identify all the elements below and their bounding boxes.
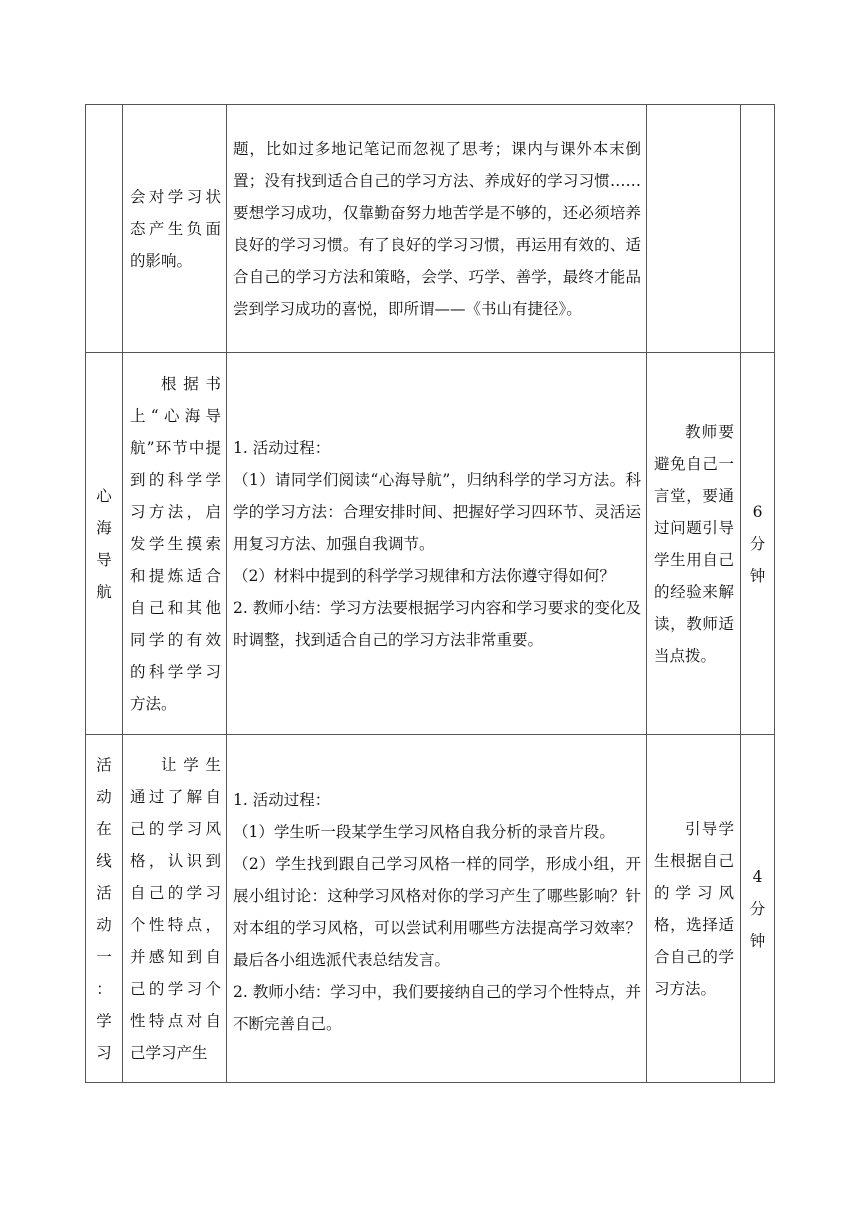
process-paragraph: 2. 教师小结：学习中，我们要接纳自己的学习个性特点，并不断完善自己。 — [233, 982, 641, 1033]
activity-name-char: 动 — [96, 787, 112, 806]
activity-name-char: 习 — [96, 1043, 112, 1062]
goal-text: 会对学习状态产生负面的影响。 — [130, 187, 221, 270]
time-char: 钟 — [749, 931, 766, 950]
note-text: 教师要避免自己一言堂，要通过问题引导学生用自己的经验来解读，教师适当点拨。 — [654, 422, 734, 665]
activity-name-char: 线 — [96, 851, 112, 870]
process-paragraph: （1）请同学们阅读“心海导航”，归纳科学的学习方法。科学的学习方法：合理安排时间、把握好学习四环节、灵活运用复习方法、加强自我调节。 — [233, 470, 641, 553]
goal-cell — [123, 105, 227, 353]
activity-name-char: 活 — [96, 883, 112, 902]
process-cell — [227, 735, 647, 1083]
time-char: 分 — [749, 899, 766, 918]
activity-name-cell — [86, 105, 123, 353]
process-paragraph: （1）学生听一段某学生学习风格自我分析的录音片段。 — [233, 822, 615, 841]
table-row — [86, 105, 775, 353]
goal-text: 根据书上“心海导航”环节中提到的科学学习方法，启发学生摸索和提炼适合自己和其他同学的有效的科学学习方法。 — [130, 374, 221, 713]
activity-name-char: 海 — [96, 518, 112, 537]
time-char: 钟 — [749, 566, 766, 585]
process-cell — [227, 353, 647, 735]
process-paragraph: 题，比如过多地记笔记而忽视了思考；课内与课外本末倒置；没有找到适合自己的学习方法、养成好的学习习惯……要想学习成功，仅靠勤奋努力地苦学是不够的，还必须培养良好的学习习惯。有了良好的学习习惯，再运用有效的、适合自己的学习方法和策略，会学、巧学、善学，最终才能品尝到学习成功的喜悦，即所谓——《书山有捷径》。 — [233, 139, 641, 318]
note-cell — [647, 735, 741, 1083]
time-cell — [741, 353, 775, 735]
lesson-plan-table — [85, 104, 775, 1083]
activity-name-char: 一 — [96, 947, 112, 966]
note-text: 引导学生根据自己的学习风格，选择适合自己的学习方法。 — [654, 819, 734, 998]
activity-name-char: 航 — [96, 582, 112, 601]
process-cell — [227, 105, 647, 353]
activity-name-char: 心 — [96, 486, 112, 505]
goal-text: 让学生通过了解自己的学习风格，认识到自己的学习个性特点，并感知到自己的学习个性特点对自己学习产生 — [130, 755, 221, 1062]
time-cell — [741, 105, 775, 353]
process-paragraph: （2）材料中提到的科学学习规律和方法你遵守得如何？ — [233, 566, 615, 585]
activity-name-char: 活 — [96, 755, 112, 774]
process-paragraph: 2. 教师小结：学习方法要根据学习内容和学习要求的变化及时调整，找到适合自己的学习方法非常重要。 — [233, 598, 641, 649]
process-paragraph: （2）学生找到跟自己学习风格一样的同学，形成小组，开展小组讨论：这种学习风格对你的学习产生了哪些影响？针对本组的学习风格，可以尝试利用哪些方法提高学习效率？最后各小组选派代表总结发言。 — [233, 854, 641, 969]
time-char: 4 — [752, 867, 763, 886]
activity-name-char: 动 — [96, 915, 112, 934]
time-cell — [741, 735, 775, 1083]
table-row — [86, 735, 775, 1083]
process-paragraph: 1. 活动过程： — [233, 438, 331, 457]
time-char: 6 — [752, 502, 763, 521]
goal-cell — [123, 353, 227, 735]
activity-name-char: 学 — [96, 1011, 112, 1030]
activity-name-char: 在 — [96, 819, 112, 838]
activity-name-char: ： — [96, 979, 112, 998]
activity-name-char: 导 — [96, 550, 112, 569]
process-paragraph: 1. 活动过程： — [233, 790, 331, 809]
activity-name-cell — [86, 353, 123, 735]
goal-cell — [123, 735, 227, 1083]
note-cell — [647, 105, 741, 353]
note-cell — [647, 353, 741, 735]
time-char: 分 — [749, 534, 766, 553]
activity-name-cell — [86, 735, 123, 1083]
table-row — [86, 353, 775, 735]
